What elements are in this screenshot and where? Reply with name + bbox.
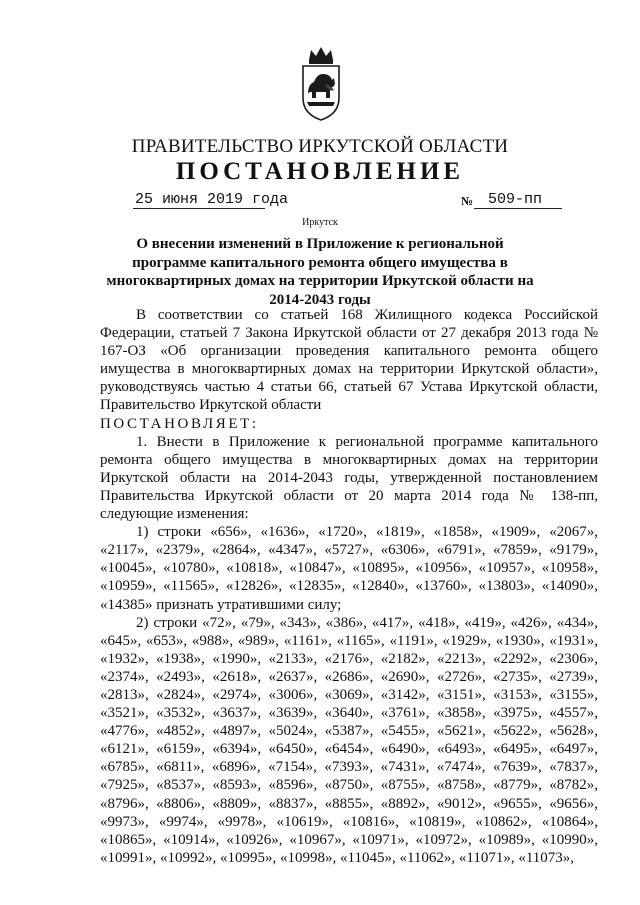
document-date: 25 июня 2019 года bbox=[135, 191, 289, 208]
number-underline bbox=[474, 208, 562, 209]
sub-item-1-paragraph: 1) строки «656», «1636», «1720», «1819», «1858», «1909», «2067», «2117», «2379», «2864», «4347», «5727», «6306», «6791», «7859», «9179», «10045», «10780», «10818», «10847», «10895», «10956», «10957», «10958», «10959», «11565», «12826», «12835», «12840», «13760», «13803», «14090», «14385» признать утратившими силу; bbox=[100, 524, 598, 613]
number-sign: № bbox=[461, 194, 474, 208]
preamble-paragraph: В соответствии со статьей 168 Жилищного кодекса Российской Федерации, статьей 7 Закона Иркутской области от 27 декабря 2013 года № 167-ОЗ «Об организации проведения капитального ремонта общего имущества в многоквартирных домах на территории Иркутской области», руководствуясь частью 4 статьи 66, статьей 67 Устава Иркутской области, Правительство Иркутской области bbox=[100, 307, 598, 414]
government-name: ПРАВИТЕЛЬСТВО ИРКУТСКОЙ ОБЛАСТИ bbox=[131, 136, 509, 157]
coat-of-arms-icon bbox=[299, 44, 343, 122]
item-1-paragraph: 1. Внести в Приложение к региональной программе капитального ремонта общего имущества в многоквартирных домах на территории Иркутской области на 2014-2043 годы, утвержденной постановлением Правительства Иркутской области от 20 марта 2014 года № 138-пп, следующие изменения: bbox=[100, 433, 598, 523]
document-body bbox=[100, 306, 598, 867]
document-title: О внесении изменений в Приложение к региональной программе капитального ремонта общего имущества в многоквартирных домах на территории Иркутской области на 2014-2043 годы bbox=[106, 236, 534, 308]
document-number: 509-пп bbox=[488, 191, 543, 208]
document-type: ПОСТАНОВЛЕНИЕ bbox=[175, 158, 465, 185]
resolves-heading: ПОСТАНОВЛЯЕТ: bbox=[100, 415, 259, 432]
city: Иркутск bbox=[302, 217, 338, 228]
date-underline bbox=[133, 208, 265, 209]
sub-item-2-paragraph: 2) строки «72», «79», «343», «386», «417», «418», «419», «426», «434», «645», «653», «988», «989», «1161», «1165», «1191», «1929», «1930», «1931», «1932», «1938», «1990», «2133», «2176», «2182», «2213», «2292», «2306», «2374», «2493», «2618», «2637», «2686», «2690», «2726», «2735», «2739», «2813», «2824», «2974», «3006», «3069», «3142», «3151», «3153», «3155», «3521», «3532», «3637», «3639», «3640», «3761», «3858», «3975», «4557», «4776», «4852», «4897», «5024», «5387», «5455», «5621», «5622», «5628», «6121», «6159», «6394», «6450», «6454», «6490», «6493», «6495», «6497», «6785», «6811», «6896», «7154», «7393», «7431», «7474», «7639», «7837», «7925», «8537», «8593», «8596», «8750», «8755», «8758», «8779», «8782», «8796», «8806», «8809», «8837», «8855», «8892», «9012», «9655», «9656», «9973», «9974», «9978», «10619», «10816», «10819», «10862», «10864», «10865», «10914», «10926», «10967», «10971», «10972», «10989», «10990», «10991», «10992», «10995», «10998», «11045», «11062», «11071», «11073», bbox=[100, 614, 598, 866]
